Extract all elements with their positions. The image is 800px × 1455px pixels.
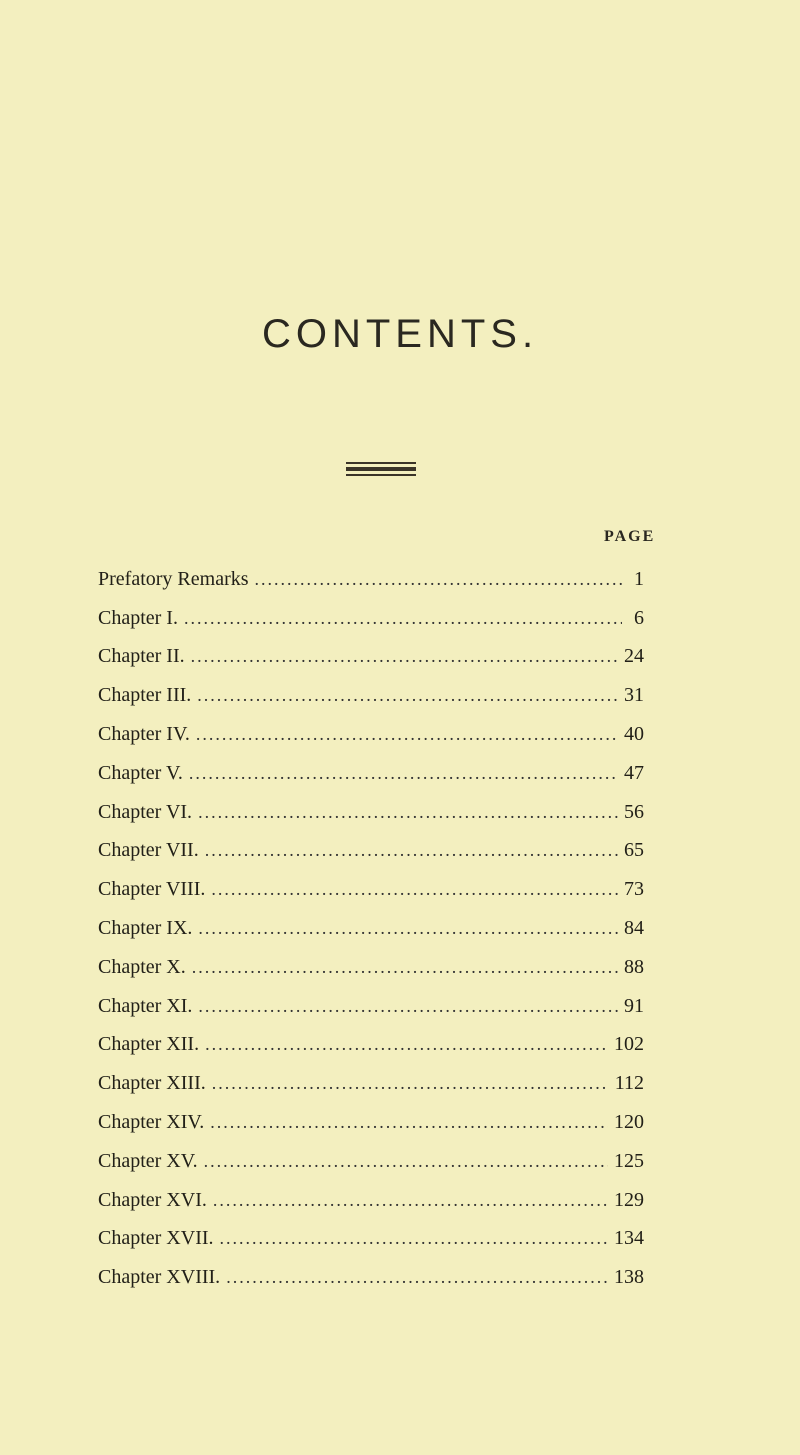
toc-entry (98, 754, 644, 793)
toc-entry-title: Chapter XIV. (98, 1111, 205, 1134)
dot-leader (220, 1228, 608, 1249)
toc-entry-title: Prefatory Remarks (98, 567, 249, 590)
toc-entry-page: 102 (614, 1033, 644, 1056)
toc-entry-title: Chapter XVI. (98, 1188, 207, 1211)
dot-leader (204, 1151, 608, 1172)
toc-entry (98, 1064, 644, 1103)
toc-entry-page: 6 (634, 606, 644, 629)
toc-entry-title: Chapter XVIII. (98, 1266, 221, 1289)
toc-entry-page: 112 (614, 1072, 644, 1095)
toc-entry-page: 125 (614, 1149, 644, 1172)
dot-leader (198, 802, 618, 823)
dot-leader (198, 996, 618, 1017)
toc-entry-page: 129 (614, 1188, 644, 1211)
toc-entry-title: Chapter XII. (98, 1033, 200, 1056)
toc-entry (98, 599, 644, 638)
dot-leader (210, 1112, 608, 1133)
dot-leader (196, 724, 618, 745)
toc-entry (98, 1026, 644, 1065)
toc-entry-title: Chapter III. (98, 684, 192, 707)
toc-entry-title: Chapter IX. (98, 917, 193, 940)
toc-entry-page: 1 (634, 567, 644, 590)
toc-entry-title: Chapter XIII. (98, 1072, 206, 1095)
toc-entry-title: Chapter VII. (98, 839, 199, 862)
page-title: CONTENTS. (261, 312, 539, 356)
toc-entry (98, 832, 644, 871)
dot-leader (205, 840, 618, 861)
toc-entry-page: 88 (624, 955, 644, 978)
toc-entry-title: Chapter I. (98, 606, 178, 629)
toc-entry-page: 47 (624, 761, 644, 784)
toc-entry (98, 1220, 644, 1259)
dot-leader (211, 879, 618, 900)
dot-leader (184, 608, 622, 629)
page-column-label: PAGE (604, 528, 656, 545)
dot-leader (213, 1190, 608, 1211)
toc-entry (98, 1181, 644, 1220)
toc-entry-title: Chapter II. (98, 645, 185, 668)
toc-entry (98, 909, 644, 948)
toc-entry-page: 31 (624, 684, 644, 707)
toc-entry (98, 1258, 644, 1297)
toc-entry-title: Chapter XVII. (98, 1227, 214, 1250)
dot-leader (191, 646, 618, 667)
toc-entry-title: Chapter X. (98, 955, 186, 978)
dot-leader (226, 1267, 608, 1288)
toc-entry-page: 56 (624, 800, 644, 823)
toc-entry-page: 84 (624, 917, 644, 940)
toc-entry (98, 676, 644, 715)
toc-entry-title: Chapter XV. (98, 1149, 198, 1172)
toc-entry (98, 948, 644, 987)
dot-leader (212, 1073, 609, 1094)
toc-entry-page: 134 (614, 1227, 644, 1250)
toc-entry-title: Chapter VI. (98, 800, 193, 823)
toc-entry-title: Chapter V. (98, 761, 183, 784)
toc-entry-page: 120 (614, 1111, 644, 1134)
toc-entry-page: 65 (624, 839, 644, 862)
toc-entry-page: 73 (624, 878, 644, 901)
dot-leader (255, 569, 622, 590)
toc-entry (98, 870, 644, 909)
toc-entry (98, 1103, 644, 1142)
toc-entry (98, 1142, 644, 1181)
toc-entry-page: 138 (614, 1266, 644, 1289)
toc-entry-page: 91 (624, 994, 644, 1017)
ornamental-rule (346, 462, 416, 479)
dot-leader (205, 1034, 608, 1055)
toc-entry-title: Chapter VIII. (98, 878, 206, 901)
dot-leader (189, 763, 618, 784)
toc-entry-title: Chapter XI. (98, 994, 193, 1017)
toc-entry (98, 560, 644, 599)
toc-entry (98, 987, 644, 1026)
toc-entry-title: Chapter IV. (98, 723, 190, 746)
dot-leader (198, 918, 618, 939)
dot-leader (197, 685, 618, 706)
toc-entry-page: 40 (624, 723, 644, 746)
toc-entry (98, 793, 644, 832)
dot-leader (192, 957, 618, 978)
toc-entry (98, 638, 644, 677)
table-of-contents (98, 560, 644, 1297)
toc-entry (98, 715, 644, 754)
toc-entry-page: 24 (624, 645, 644, 668)
